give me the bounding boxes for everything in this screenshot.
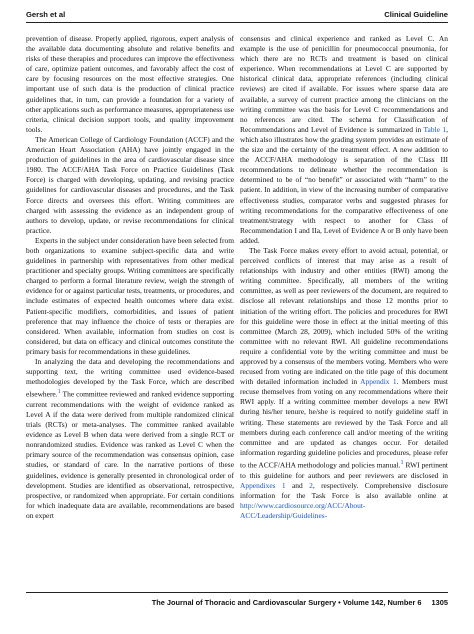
table-1-link[interactable]: Table 1 bbox=[423, 124, 447, 134]
footer-journal: The Journal of Thoracic and Cardiovascular Surgery • Volume 142, Number 6 bbox=[151, 598, 422, 607]
header-authors: Gersh et al bbox=[26, 10, 66, 19]
appendix-2-link[interactable]: 2 bbox=[309, 480, 313, 490]
cardiosource-url-link[interactable]: http://www.cardiosource.org/ACC/About-ACC/Leadership/Guidelines- bbox=[240, 500, 366, 520]
running-header bbox=[26, 4, 448, 26]
citation-link[interactable]: 1 bbox=[400, 458, 404, 466]
paragraph: prevention of disease. Properly applied, rigorous, expert analysis of the available data documenting absolute and relative benefits and risks of these therapies and procedures can improve the effectiveness of care, optimize patient outcomes, and favorably affect the cost of care by focusing resources on the most effective strategies. One important use of such data is the production of clinical practice guidelines that, in turn, can provide a foundation for a variety of other applications such as performance measures, appropriateness use criteria, clinical decision support tools, and quality improvement tools. bbox=[26, 34, 234, 134]
running-footer bbox=[26, 592, 448, 612]
paragraph: consensus and clinical experience and ranked as Level C. An example is the use of penicillin for pneumococcal pneumonia, for which there are no RCTs and treatment is based on clinical experience. When recommendations at Level C are supported by historical clinical data, appropriate references (including clinical reviews) are cited if available. For issues where sparse data are available, a survey of current practice among the clinicians on the writing committee was the basis for Level C recommendations and no references are cited. The schema for Classification of Recommendations and Level of Evidence is summarized in Table 1, which also illustrates how the grading system provides an estimate of the size and the certainty of the treatment effect. A new addition to the ACCF/AHA methodology is separation of the Class III recommendations to delineate whether the recommendation is determined to be of “no benefit” or associated with “harm” to the patient. In addition, in view of the increasing number of comparative effectiveness studies, comparator verbs and suggested phrases for writing recommendations for the comparative effectiveness of one treatment/strategy with respect to another for Class of Recommendation I and IIa, Level of Evidence A or B only have been added. bbox=[240, 34, 448, 245]
citation-link[interactable]: 1 bbox=[57, 388, 61, 396]
paragraph: In analyzing the data and developing the recommendations and supporting text, the writing committee used evidence-based methodologies developed by the Task Force, which are described elsewhere.$^1$ The committee reviewed and ranked evidence supporting current recommendations with the weight of evidence ranked as Level A if the data were derived from multiple randomized clinical trials (RCTs) or meta-analyses. The committee ranked available evidence as Level B when data were derived from a single RCT or nonrandomized studies. Evidence was ranked as Level C when the primary source of the recommendation was consensus opinion, case studies, or standard of care. In the narrative portions of these guidelines, evidence is generally presented in chronological order of development. Studies are identified as observational, retrospective, prospective, or randomized when appropriate. For certain conditions for which inadequate data are available, recommendations are based on expert bbox=[26, 357, 234, 520]
paragraph: The Task Force makes every effort to avoid actual, potential, or perceived conflicts of interest that may arise as a result of relationships with industry and other entities (RWI) among the writing committee. Specifically, all members of the writing committee, as well as peer reviewers of the document, are required to disclose all relevant relationships and those 12 months prior to initiation of the writing effort. The policies and procedures for RWI for this guideline were those in effect at the initial meeting of this committee (March 28, 2009), which included 50% of the writing committee with no relevant RWI. All guideline recommendations require a confidential vote by the writing committee and must be approved by a consensus of the members voting. Members who were recused from voting are indicated on the title page of this document with detailed information included in Appendix 1. Members must recuse themselves from voting on any recommendations where their RWI apply. If a writing committee member develops a new RWI during his/her tenure, he/she is required to notify guideline staff in writing. These statements are reviewed by the Task Force and all members during each conference call and/or meeting of the writing committee and are updated as changes occur. For detailed information regarding guideline policies and procedures, please refer to the ACCF/AHA methodology and policies manual.$^1$ RWI pertinent to this guideline for authors and peer reviewers are disclosed in Appendixes 1 and 2, respectively. Comprehensive disclosure information for the Task Force is also available online at http://www.cardiosource.org/ACC/About-ACC/Leadership/Guidelines- bbox=[240, 245, 449, 520]
footer-rule bbox=[26, 592, 448, 593]
left-column bbox=[26, 34, 234, 521]
appendixes-1-link[interactable]: Appendixes 1 bbox=[240, 480, 286, 490]
page-number: 1305 bbox=[431, 598, 448, 607]
right-column bbox=[240, 34, 448, 521]
paragraph: The American College of Cardiology Foundation (ACCF) and the American Heart Association (AHA) have jointly engaged in the production of guidelines in the area of cardiovascular disease since 1980. The ACCF/AHA Task Force on Practice Guidelines (Task Force) is charged with developing, updating, and revising practice guidelines for cardiovascular diseases and procedures, and the Task Force directs and oversees this effort. Writing committees are charged with assessing the evidence as an independent group of authors to develop, update, or revise recommendations for clinical practice. bbox=[26, 134, 234, 235]
header-rule bbox=[26, 22, 448, 23]
paragraph: Experts in the subject under consideration have been selected from both organizations to examine subject-specific data and write guidelines in partnership with representatives from other medical practitioner and specialty groups. Writing committees are specifically charged to perform a formal literature review, weigh the strength of evidence for or against particular tests, treatments, or procedures, and include estimates of expected health outcomes where data exist. Patient-specific modifiers, comorbidities, and issues of patient preference that may influence the choice of tests or therapies are considered. When available, information from studies on cost is considered, but data on efficacy and clinical outcomes constitute the primary basis for recommendations in these guidelines. bbox=[26, 235, 234, 356]
header-section: Clinical Guideline bbox=[384, 10, 448, 19]
appendix-1-link[interactable]: Appendix 1 bbox=[360, 377, 397, 387]
